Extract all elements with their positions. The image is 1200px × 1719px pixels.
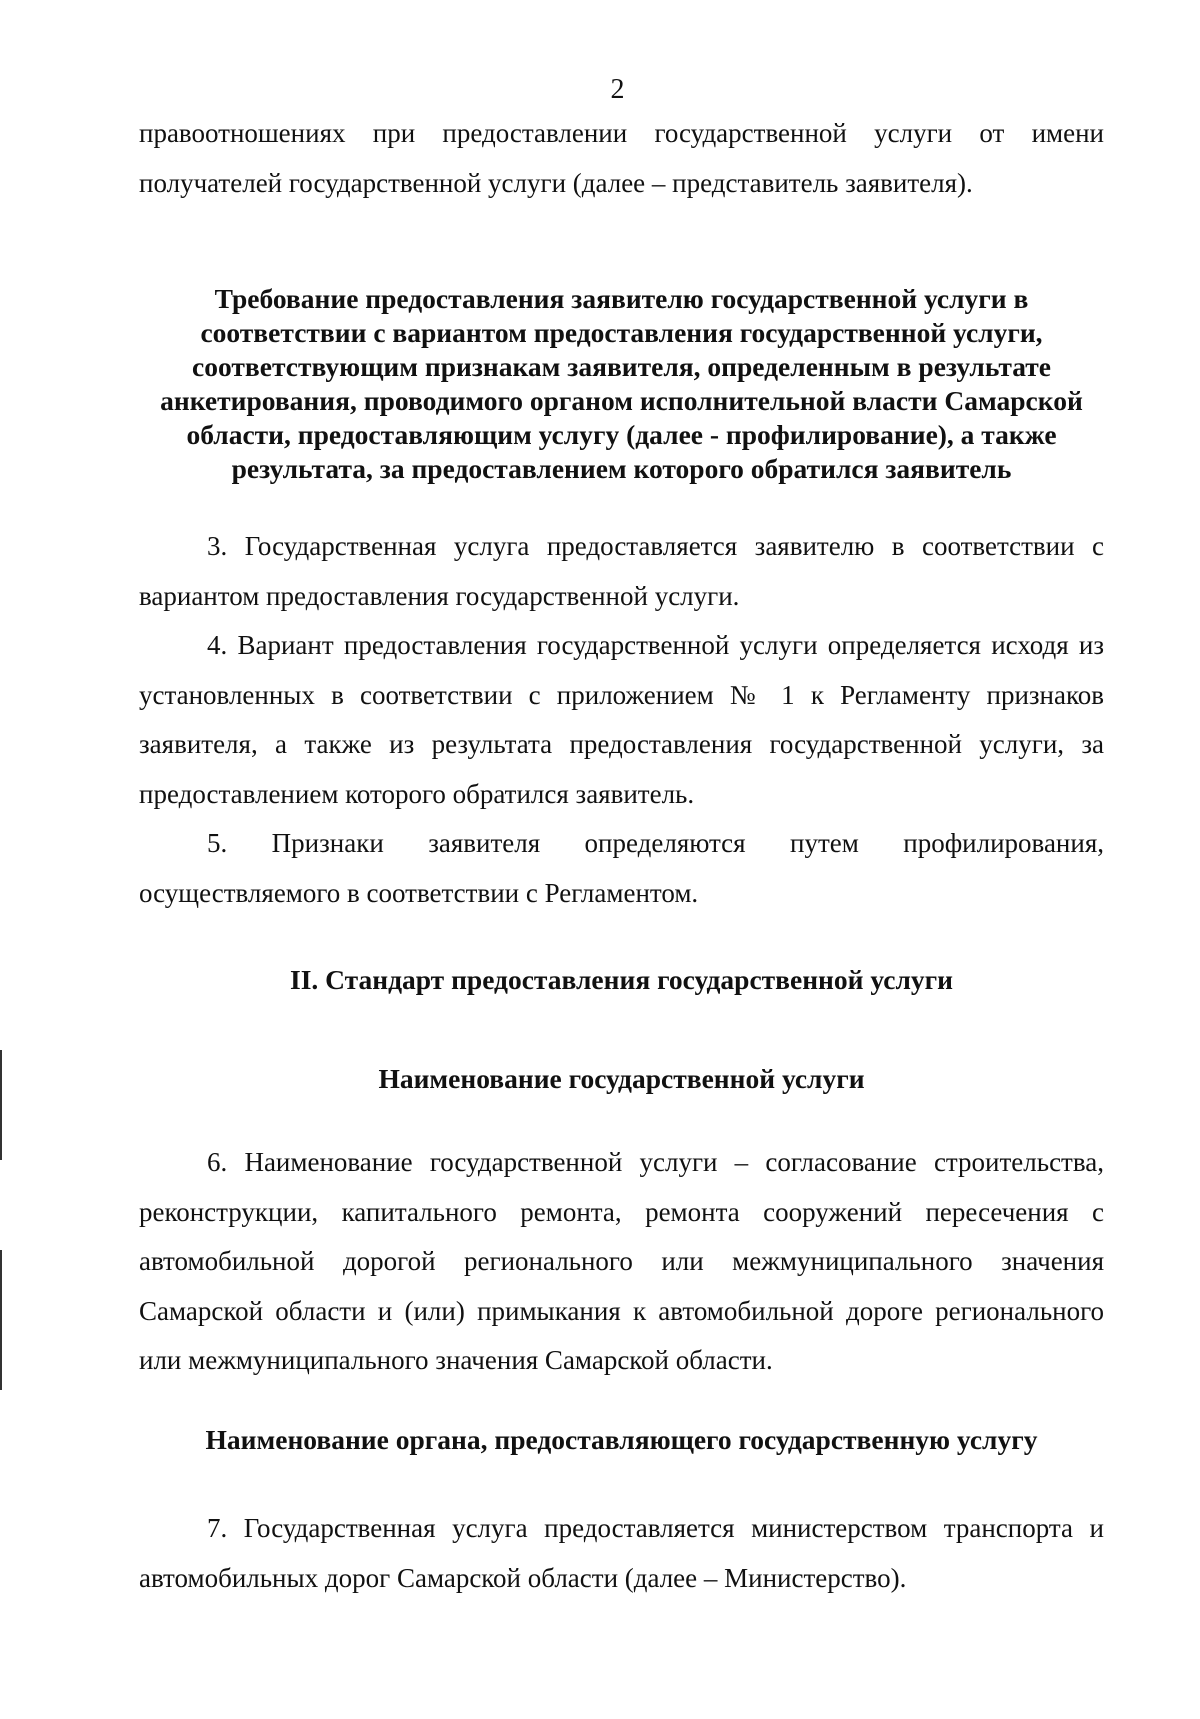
- section-title: II. Стандарт предоставления государственной услуги: [290, 964, 953, 995]
- page-number: 2: [610, 74, 625, 105]
- paragraph-3: 3. Государственная услуга предоставляется заявителю в соответствии с вариантом предоставления государственной услуги.: [139, 531, 1104, 611]
- paragraph-6: 6. Наименование государственной услуги – согласование строительства, реконструкции, капитального ремонта, ремонта сооружений пересечения с автомобильной дорогой регионального или межмуниципального значения Самарской области и (или) примыкания к автомобильной дороге регионального или межмуниципального значения Самарской области.: [139, 1147, 1104, 1375]
- scan-edge-mark: [0, 1250, 2, 1390]
- service-name-heading: Наименование государственной услуги: [378, 1063, 865, 1094]
- scan-edge-mark: [0, 1050, 2, 1160]
- authority-heading-block: [139, 1423, 1104, 1457]
- continuation-paragraph: правоотношениях при предоставлении государственной услуги от имени получателей государственной услуги (далее – представитель заявителя).: [139, 118, 1104, 198]
- paragraph-5: 5. Признаки заявителя определяются путем профилирования, осуществляемого в соответствии с Регламентом.: [139, 828, 1104, 908]
- section-title-block: [139, 963, 1104, 997]
- authority-block: [139, 1504, 1104, 1603]
- authority-heading: Наименование органа, предоставляющего государственную услугу: [205, 1424, 1038, 1455]
- service-name-heading-block: [139, 1062, 1104, 1096]
- paragraph-4: 4. Вариант предоставления государственной услуги определяется исходя из установленных в соответствии с приложением № 1 к Регламенту признаков заявителя, а также из результата предоставления государственной услуги, за предоставлением которого обратился заявитель.: [139, 630, 1104, 809]
- requirement-heading: Требование предоставления заявителю государственной услуги в соответствии с вариантом предоставления государственной услуги, соответствующим признакам заявителя, определенным в результате анкетирования, проводимого органом исполнительной власти Самарской области, предоставляющим услугу (далее - профилирование), а также результата, за предоставлением которого обратился заявитель: [160, 283, 1083, 484]
- service-name-block: [139, 1138, 1104, 1386]
- requirement-heading-block: [139, 282, 1104, 486]
- paragraph-7: 7. Государственная услуга предоставляется министерством транспорта и автомобильных дорог Самарской области (далее – Министерство).: [139, 1513, 1104, 1593]
- profiling-paragraphs: [139, 522, 1104, 918]
- continuation-block: [139, 109, 1104, 208]
